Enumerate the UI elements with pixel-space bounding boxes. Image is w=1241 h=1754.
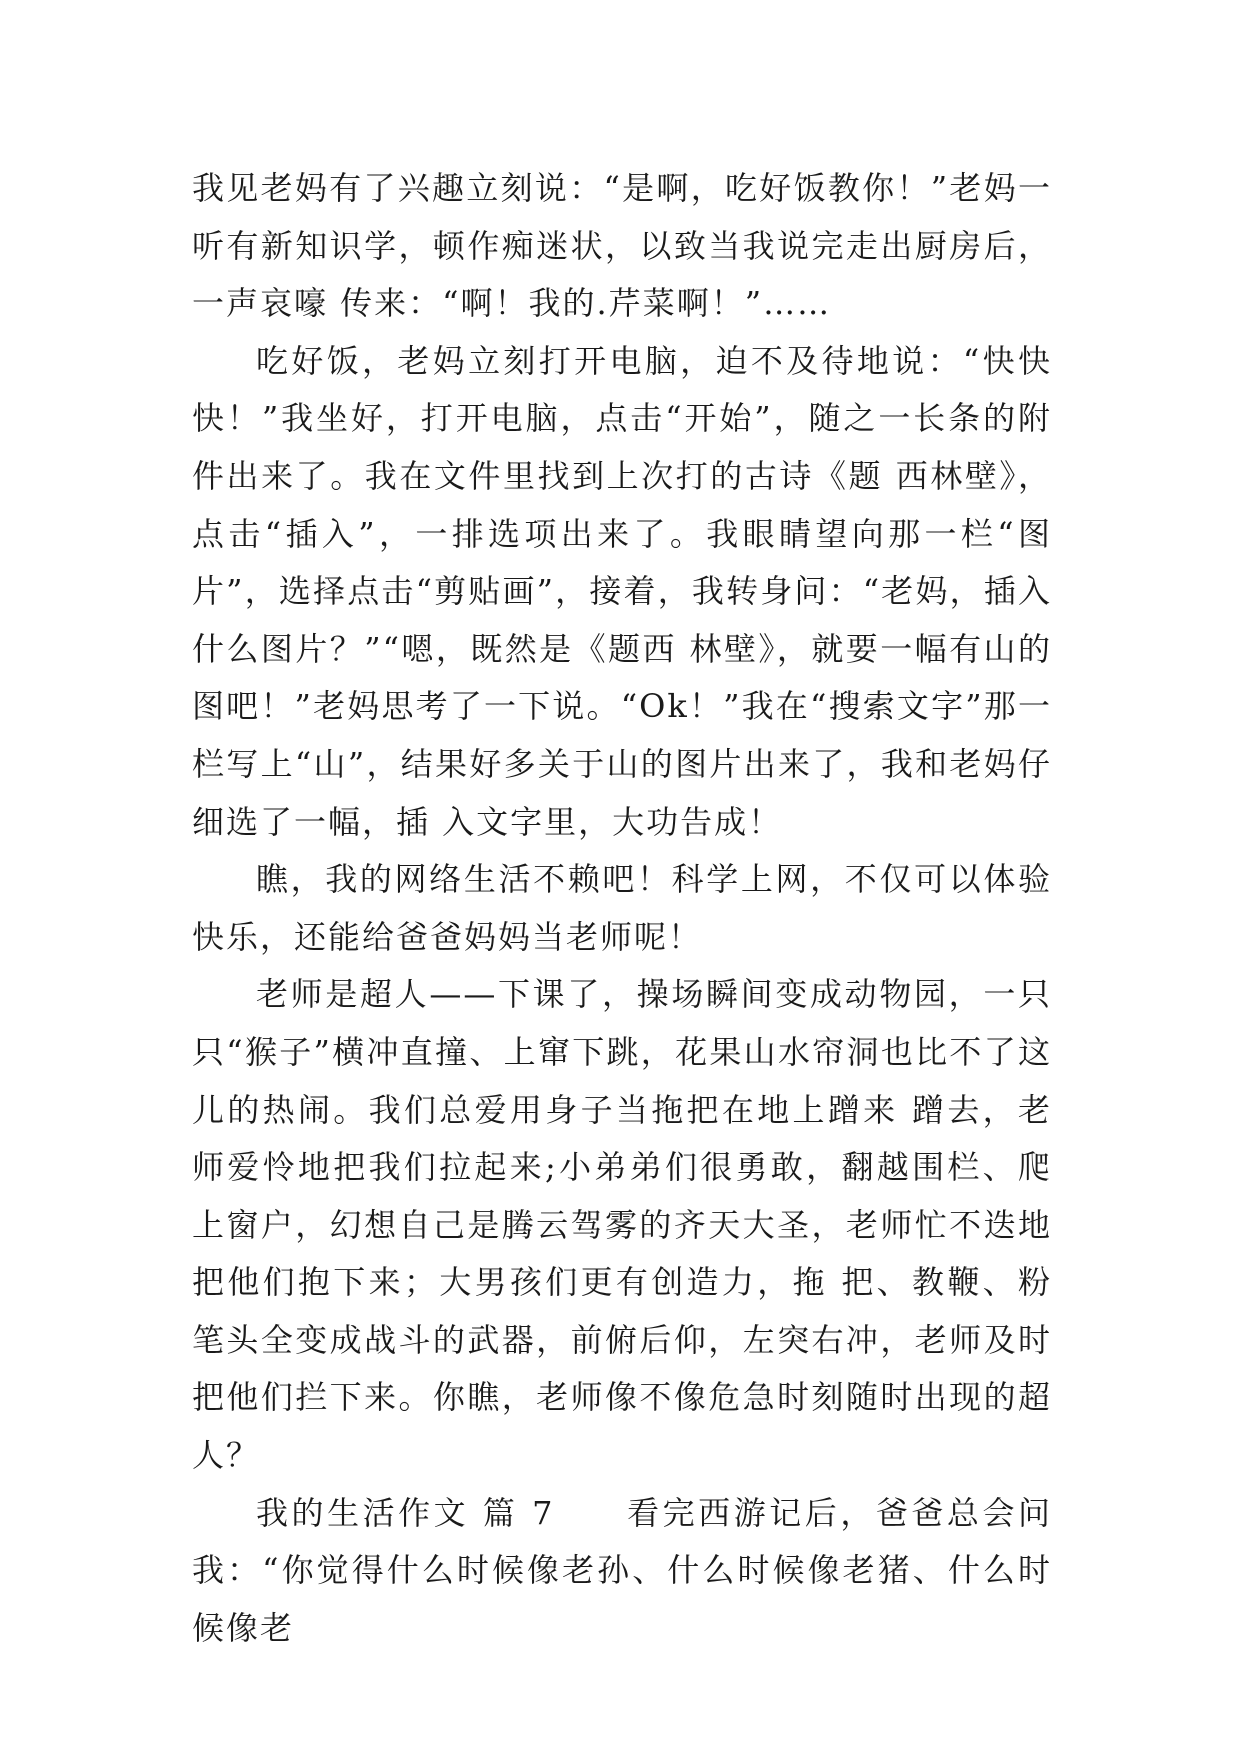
paragraph-5: 我的生活作文 篇 7 看完西游记后，爸爸总会问我：“你觉得什么时候像老孙、什么时候像老猪、什么时候像老 <box>192 1493 1052 1647</box>
paragraph-3: 瞧，我的网络生活不赖吧！科学上网，不仅可以体验快乐，还能给爸爸妈妈当老师呢！ <box>192 860 1052 956</box>
paragraph-1: 我见老妈有了兴趣立刻说：“是啊，吃好饭教你！”老妈一听有新知识学，顿作痴迷状，以致当我说完走出厨房后，一声哀嚎 传来：“啊！我的.芹菜啊！”…… <box>192 169 1052 323</box>
paragraph-2: 吃好饭，老妈立刻打开电脑，迫不及待地说：“快快快！”我坐好，打开电脑，点击“开始”，随之一长条的附件出来了。我在文件里找到上次打的古诗《题 西林壁》，点击“插入”，一排选项出来了。我眼睛望向那一栏“图片”，选择点击“剪贴画”，接着，我转身问：“老妈，插入什么图片？”“嗯，既然是《题西 林壁》，就要一幅有山的图吧！”老妈思考了一下说。“Ok！”我在“搜索文字”那一栏写上“山”，结果好多关于山的图片出来了，我和老妈仔细选了一幅，插 入文字里，大功告成！ <box>192 341 1052 841</box>
paragraph-4: 老师是超人——下课了，操场瞬间变成动物园，一只只“猴子”横冲直撞、上窜下跳，花果山水帘洞也比不了这儿的热闹。我们总爱用身子当拖把在地上蹭来 蹭去，老师爱怜地把我们拉起来;小弟弟们很勇敢，翻越围栏、爬上窗户，幻想自己是腾云驾雾的齐天大圣，老师忙不迭地把他们抱下来；大男孩们更有创造力，拖 把、教鞭、粉笔头全变成战斗的武器，前俯后仰，左突右冲，老师及时把他们拦下来。你瞧，老师像不像危急时刻随时出现的超人？ <box>192 975 1052 1475</box>
document-body <box>192 160 1052 1657</box>
